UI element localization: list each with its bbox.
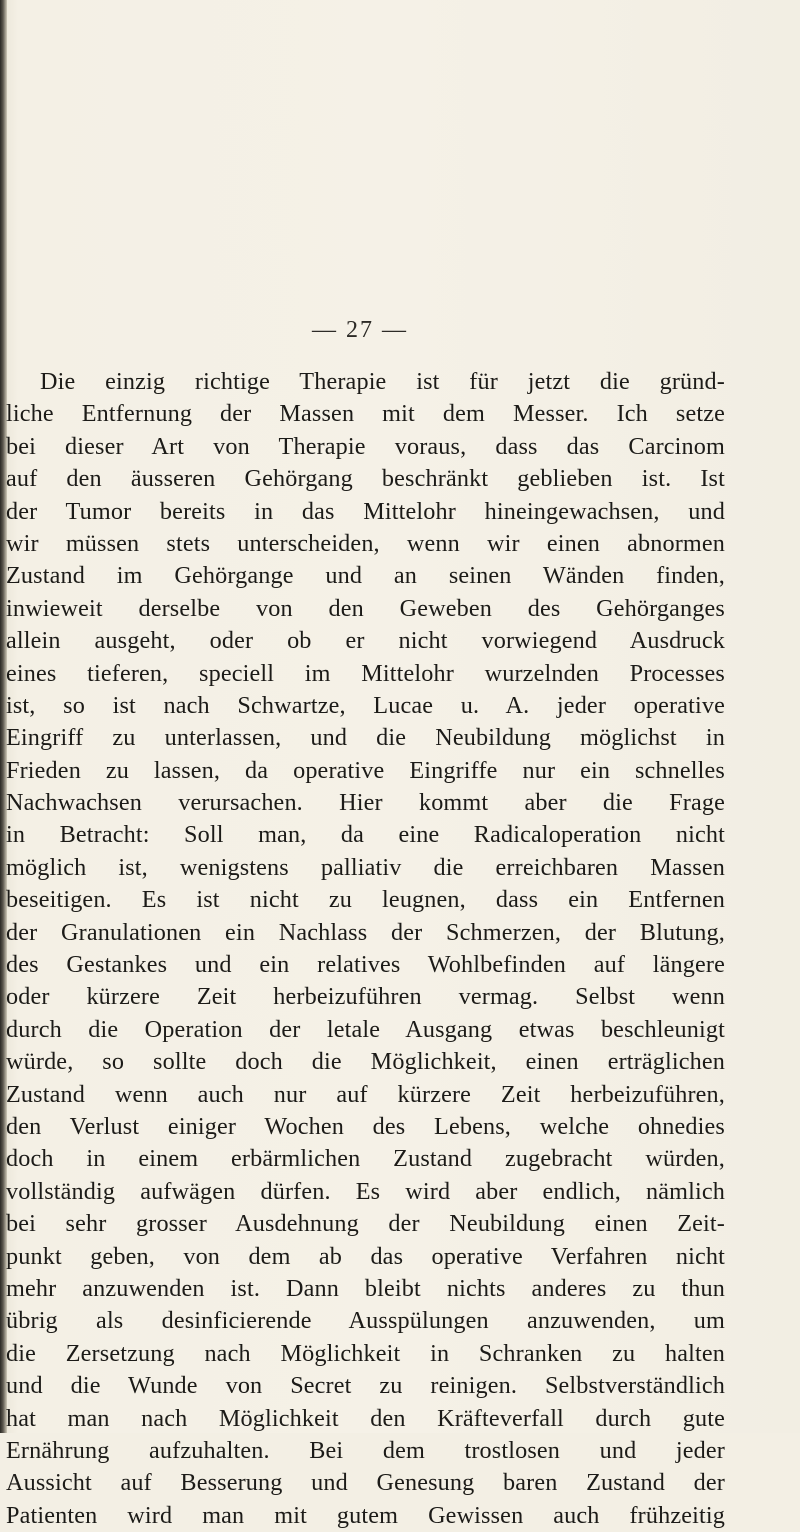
text-line: allein ausgeht, oder ob er nicht vorwiegend Ausdruck bbox=[6, 627, 725, 655]
text-line: der Tumor bereits in das Mittelohr hineingewachsen, und bbox=[6, 497, 725, 525]
text-line: die Zersetzung nach Möglichkeit in Schranken zu halten bbox=[6, 1339, 725, 1367]
text-line: Patienten wird man mit gutem Gewissen auch frühzeitig bbox=[6, 1501, 725, 1529]
text-line: möglich ist, wenigstens palliativ die erreichbaren Massen bbox=[6, 853, 725, 881]
text-line: den Verlust einiger Wochen des Lebens, welche ohnedies bbox=[6, 1112, 725, 1140]
text-line: Eingriff zu unterlassen, und die Neubildung möglichst in bbox=[6, 724, 725, 752]
text-line: würde, so sollte doch die Möglichkeit, einen erträglichen bbox=[6, 1048, 725, 1076]
text-line: wir müssen stets unterscheiden, wenn wir einen abnormen bbox=[6, 529, 725, 557]
text-line: bei dieser Art von Therapie voraus, dass das Carcinom bbox=[6, 432, 725, 460]
text-line: vollständig aufwägen dürfen. Es wird aber endlich, nämlich bbox=[6, 1177, 725, 1205]
text-line: mehr anzuwenden ist. Dann bleibt nichts anderes zu thun bbox=[6, 1274, 725, 1302]
text-line: in Betracht: Soll man, da eine Radicaloperation nicht bbox=[6, 821, 725, 849]
text-line: der Granulationen ein Nachlass der Schmerzen, der Blutung, bbox=[6, 918, 725, 946]
text-line: Zustand im Gehörgange und an seinen Wänden finden, bbox=[6, 562, 725, 590]
text-line: liche Entfernung der Massen mit dem Messer. Ich setze bbox=[6, 400, 725, 428]
text-line: inwieweit derselbe von den Geweben des Gehörganges bbox=[6, 594, 725, 622]
text-line: Aussicht auf Besserung und Genesung baren Zustand der bbox=[6, 1469, 725, 1497]
text-line: und die Wunde von Secret zu reinigen. Selbstverständlich bbox=[6, 1372, 725, 1400]
page-number: — 27 — bbox=[312, 317, 408, 343]
text-line: Nachwachsen verursachen. Hier kommt aber die Frage bbox=[6, 789, 725, 817]
text-line: Die einzig richtige Therapie ist für jetzt die gründ- bbox=[40, 368, 725, 395]
text-line: Frieden zu lassen, da operative Eingriffe nur ein schnelles bbox=[6, 756, 725, 784]
text-line: des Gestankes und ein relatives Wohlbefinden auf längere bbox=[6, 951, 725, 979]
text-line: eines tieferen, speciell im Mittelohr wurzelnden Processes bbox=[6, 659, 725, 687]
text-line: oder kürzere Zeit herbeizuführen vermag. Selbst wenn bbox=[6, 983, 725, 1011]
text-line: doch in einem erbärmlichen Zustand zugebracht würden, bbox=[6, 1145, 725, 1173]
text-line: bei sehr grosser Ausdehnung der Neubildung einen Zeit- bbox=[6, 1210, 725, 1238]
text-line: auf den äusseren Gehörgang beschränkt geblieben ist. Ist bbox=[6, 465, 725, 493]
text-line: beseitigen. Es ist nicht zu leugnen, dass ein Entfernen bbox=[6, 886, 725, 914]
text-line: Zustand wenn auch nur auf kürzere Zeit herbeizuführen, bbox=[6, 1080, 725, 1108]
text-line: Ernährung aufzuhalten. Bei dem trostlosen und jeder bbox=[6, 1436, 725, 1464]
text-line: übrig als desinficierende Ausspülungen anzuwenden, um bbox=[6, 1307, 725, 1335]
text-line: punkt geben, von dem ab das operative Verfahren nicht bbox=[6, 1242, 725, 1270]
text-line: ist, so ist nach Schwartze, Lucae u. A. jeder operative bbox=[6, 691, 725, 719]
body-text bbox=[6, 366, 725, 1532]
text-line: durch die Operation der letale Ausgang etwas beschleunigt bbox=[6, 1015, 725, 1043]
text-line: hat man nach Möglichkeit den Kräfteverfall durch gute bbox=[6, 1404, 725, 1432]
